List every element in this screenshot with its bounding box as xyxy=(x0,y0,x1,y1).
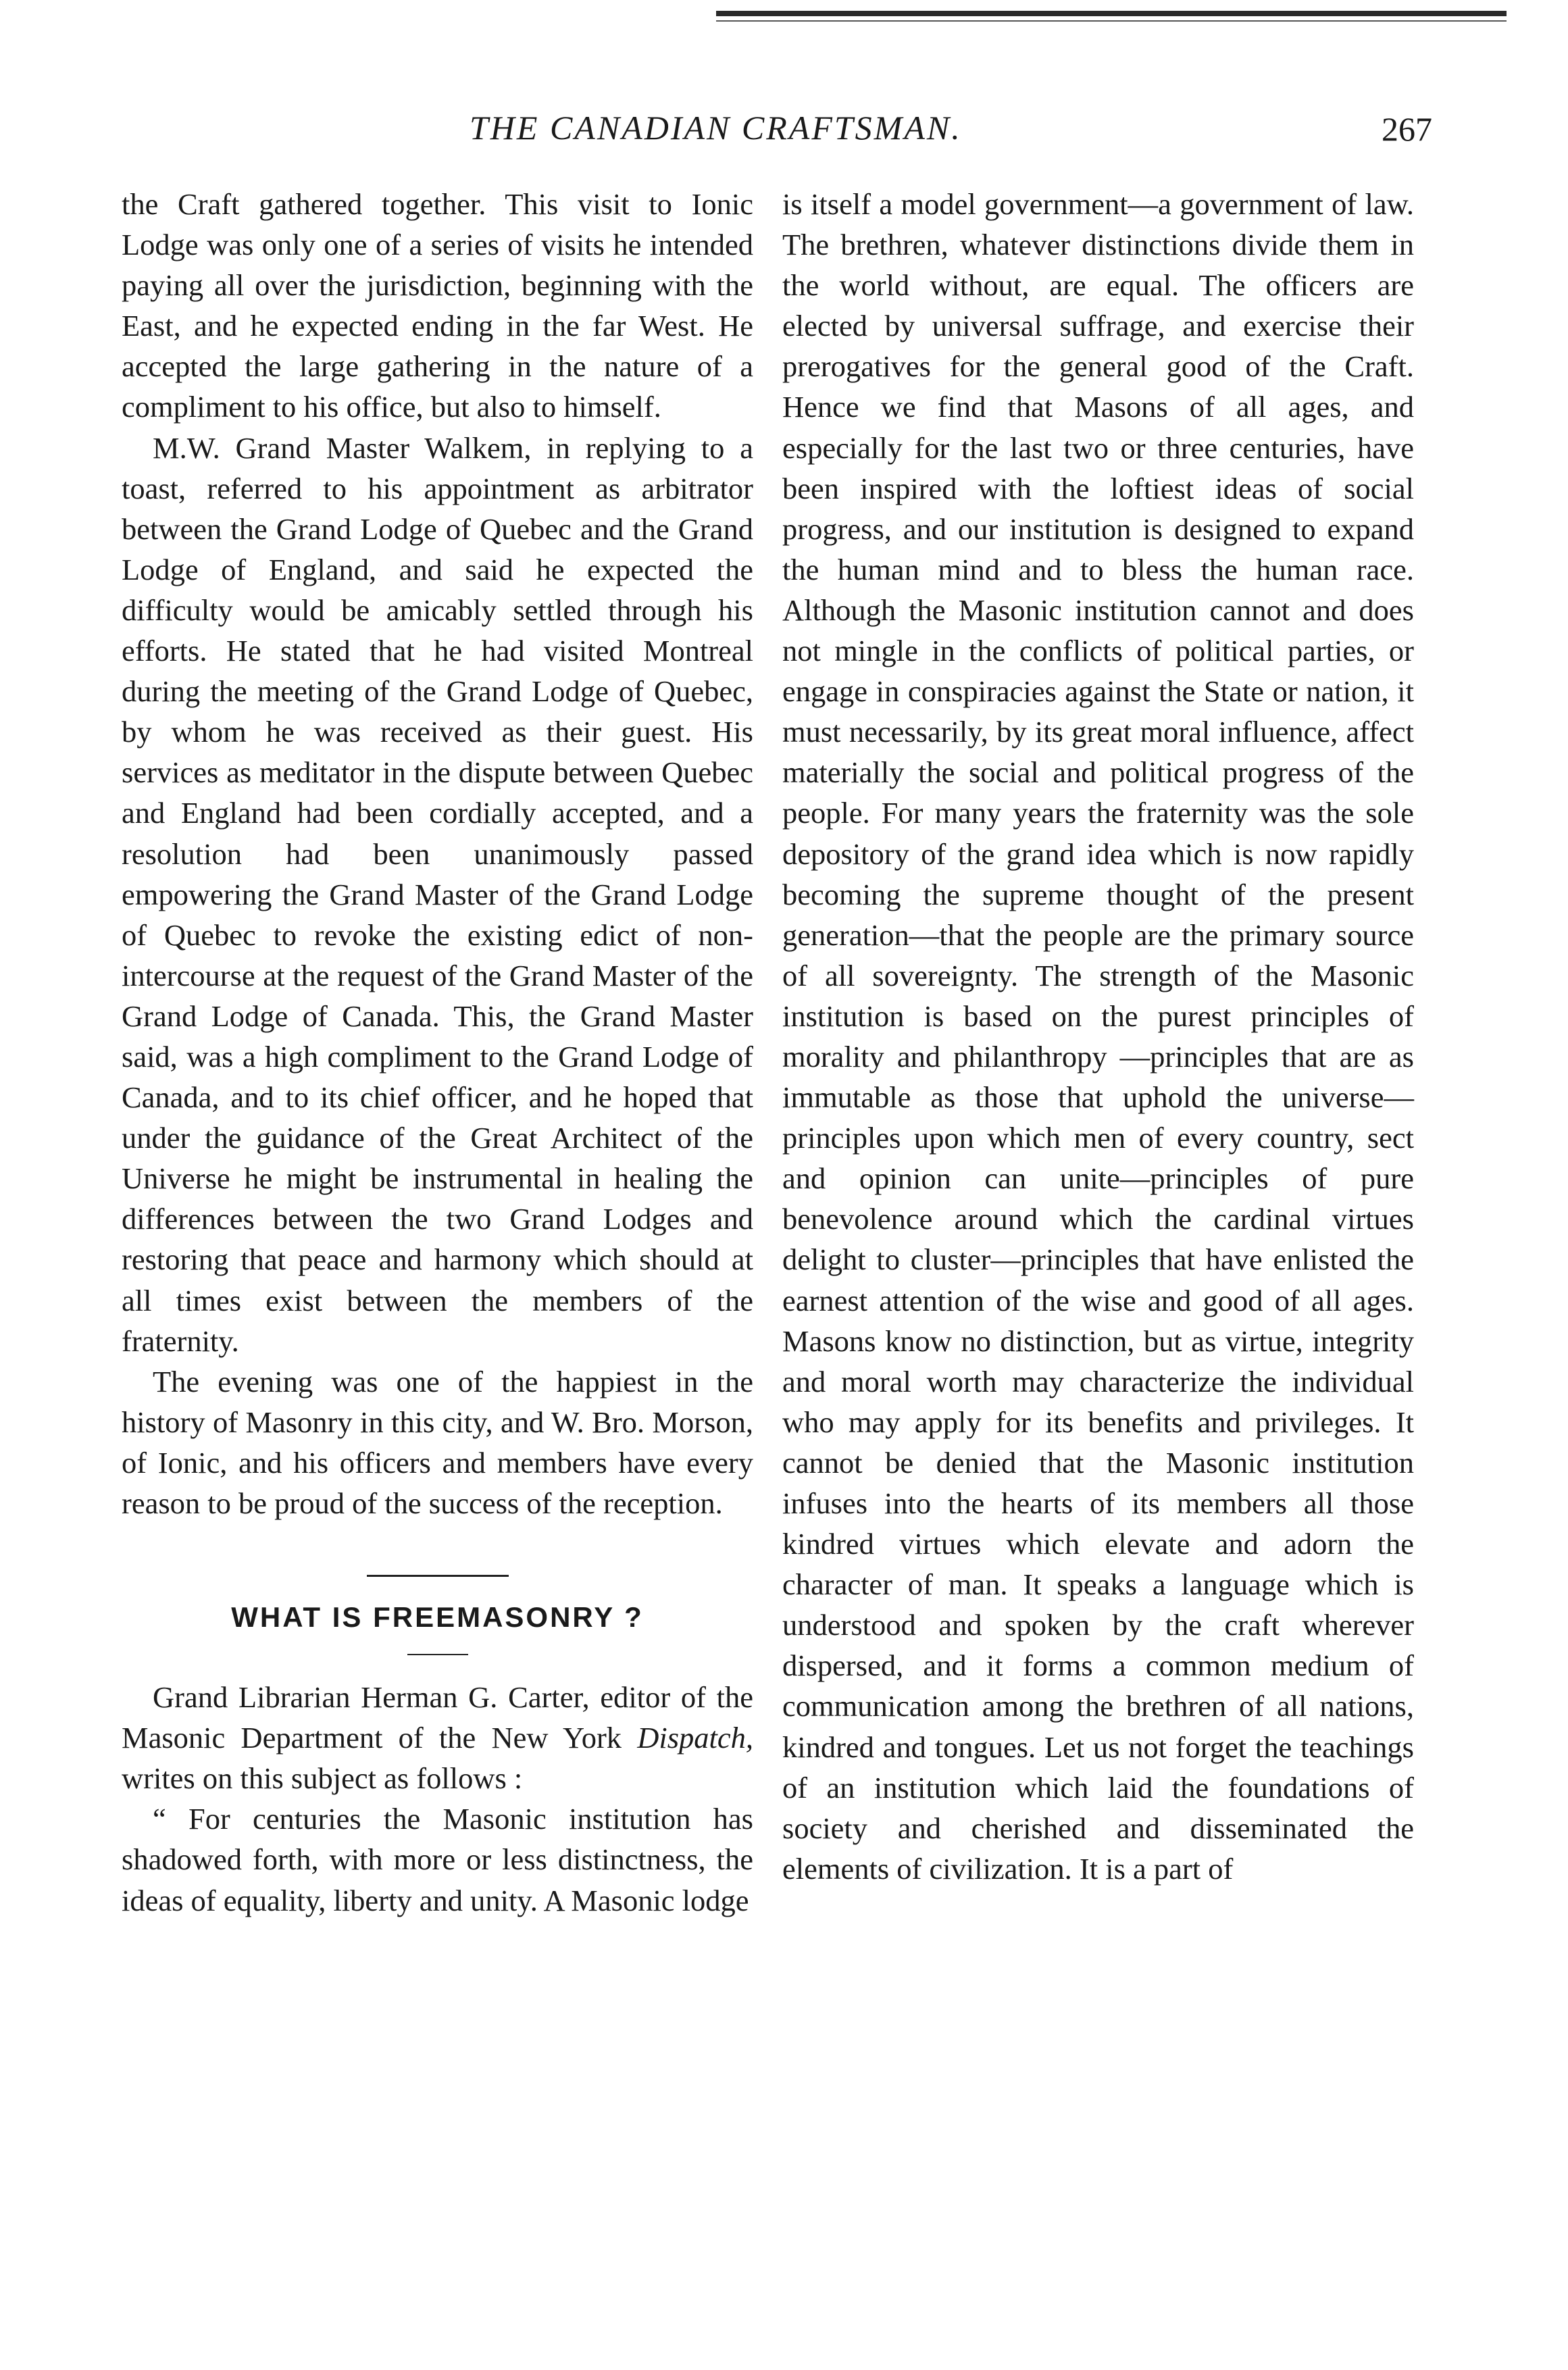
paragraph-quote-start: “ For centuries the Masonic institution has shadowed forth, with more or less distinctness, the ideas of equality, liberty and unity. A Masonic lodge xyxy=(122,1802,753,1917)
page-header xyxy=(122,108,1432,155)
top-border-rule-thin xyxy=(716,20,1507,22)
top-border-rule xyxy=(716,11,1507,16)
section-heading: WHAT IS FREEMASONRY ? xyxy=(231,1601,644,1634)
dispatch-title: Dispatch, xyxy=(637,1721,753,1755)
librarian-text-start: Grand Librarian Herman G. Carter, editor of the Masonic Department of the New York xyxy=(122,1680,753,1755)
section-divider xyxy=(367,1575,509,1577)
left-column xyxy=(122,184,753,1921)
paragraph-grand-librarian xyxy=(122,1677,753,1798)
librarian-text-end: writes on this subject as follows : xyxy=(122,1761,523,1796)
paragraph-model-government: is itself a model government—a government of law. The brethren, whatever distinctions divide them in the world without, are equal. The officers are elected by universal suffrage, and exercise their prerogatives for the general good of the Craft. Hence we find that Masons of all ages, and especially for the last two or three centuries, have been inspired with the loftiest ideas of social progress, and our institution is designed to expand the human mind and to bless the human race. Although the Masonic institution cannot and does not mingle in the conflicts of political parties, or engage in conspiracies against the State or nation, it must necessarily, by its great moral influence, affect materially the social and political progress of the people. For many years the fraternity was the sole depository of the grand idea which is now rapidly becoming the supreme thought of the present generation—that the people are the primary source of all sovereignty. The strength of the Masonic institution is based on the purest principles of morality and philanthropy —principles that are as immutable as those that uphold the universe—principles upon which men of every country, sect and opinion can unite—principles of pure benevolence around which the cardinal virtues delight to cluster—principles that have enlisted the earnest attention of the wise and good of all ages. Masons know no distinction, but as virtue, integrity and moral worth may characterize the individual who may apply for its benefits and privileges. It cannot be denied that the Masonic institution infuses into the hearts of its members all those kindred virtues which elevate and adorn the character of man. It speaks a language which is understood and spoken by the craft wherever dispersed, and it forms a common medium of communication among the brethren of all nations, kindred and tongues. Let us not forget the teachings of an institution which laid the foundations of society and cherished and disseminated the elements of civilization. It is a part of xyxy=(782,187,1414,1886)
right-column xyxy=(782,184,1414,1889)
running-title: THE CANADIAN CRAFTSMAN. xyxy=(470,109,962,147)
page-number: 267 xyxy=(1382,110,1432,148)
paragraph-grand-master-walkem: M.W. Grand Master Walkem, in replying to a toast, referred to his appointment as arbitrator between the Grand Lodge of Quebec and the Grand Lodge of England, and said he expected the difficulty would be amicably settled through his efforts. He stated that he had visited Montreal during the meeting of the Grand Lodge of Quebec, by whom he was received as their guest. His services as meditator in the dispute between Quebec and England had been cordially accepted, and a resolution had been unanimously passed empowering the Grand Master of the Grand Lodge of Quebec to revoke the existing edict of non-intercourse at the request of the Grand Master of the Grand Lodge of Canada. This, the Grand Master said, was a high compliment to the Grand Lodge of Canada, and to its chief officer, and he hoped that under the guidance of the Great Architect of the Universe he might be instrumental in healing the differences between the two Grand Lodges and restoring that peace and harmony which should at all times exist between the members of the fraternity. xyxy=(122,430,753,1358)
paragraph-craft-gathered: the Craft gathered together. This visit to Ionic Lodge was only one of a series of visits he intended paying all over the jurisdiction, beginning with the East, and he expected ending in the far West. He accepted the large gathering in the nature of a compliment to his office, but also to himself. xyxy=(122,187,753,424)
heading-underline xyxy=(407,1654,468,1655)
paragraph-evening: The evening was one of the happiest in the history of Masonry in this city, and W. Bro. Morson, of Ionic, and his officers and members have every reason to be proud of the success of the reception. xyxy=(122,1364,753,1520)
